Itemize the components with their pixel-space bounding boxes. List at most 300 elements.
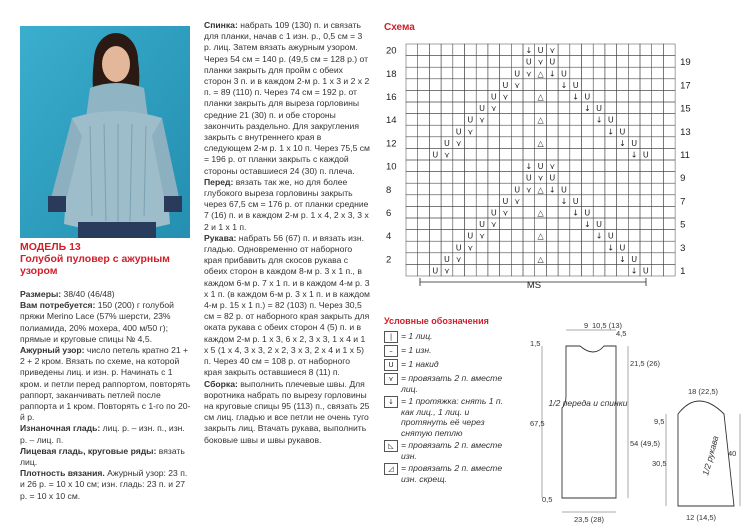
scheme-symbol: U (549, 57, 556, 67)
scheme-cell (570, 264, 582, 276)
scheme-row-number: 14 (386, 115, 397, 127)
scheme-cell (500, 137, 512, 149)
scheme-cell (652, 114, 664, 126)
body-label-text: 1/2 переда и спинки (548, 398, 628, 408)
scheme-cell (476, 67, 488, 79)
scheme-cell (500, 253, 512, 265)
scheme-symbol: △ (537, 69, 544, 79)
scheme-cell (593, 206, 605, 218)
legend-item (384, 345, 516, 357)
scheme-symbol: U (467, 115, 474, 125)
scheme-cell (605, 218, 617, 230)
scheme-cell (640, 183, 652, 195)
density-paragraph (20, 468, 192, 502)
scheme-cell (570, 160, 582, 172)
scheme-cell (476, 264, 488, 276)
dim-sleeve-len: 30,5 (652, 459, 667, 468)
scheme-symbol: ⋎ (537, 173, 544, 183)
scheme-cell (558, 137, 570, 149)
dim-sleeve-bottom: 12 (14,5) (686, 513, 717, 522)
dim-top-neck: 9 (584, 321, 589, 330)
scheme-row-number: 13 (680, 126, 691, 138)
scheme-symbol: U (490, 92, 497, 102)
scheme-row-number: 3 (680, 242, 686, 254)
scheme-cell (418, 79, 430, 91)
scheme-cell (488, 172, 500, 184)
scheme-cell (570, 241, 582, 253)
scheme-symbol: U (444, 254, 450, 264)
scheme-cell (465, 67, 477, 79)
scheme-cell (476, 172, 488, 184)
scheme-row-number: 2 (386, 254, 392, 266)
scheme-cell (488, 241, 500, 253)
scheme-cell (406, 264, 418, 276)
scheme-cell (406, 206, 418, 218)
scheme-cell (523, 241, 535, 253)
scheme-symbol: U (502, 80, 509, 90)
scheme-cell (465, 206, 477, 218)
scheme-cell (511, 148, 523, 160)
scheme-cell (617, 56, 629, 68)
dim-top-shoulder: 10,5 (13) (592, 321, 623, 330)
scheme-cell (640, 114, 652, 126)
legend-text: = 1 лиц. (401, 331, 433, 341)
scheme-cell (418, 160, 430, 172)
scheme-cell (558, 114, 570, 126)
scheme-cell (558, 56, 570, 68)
scheme-cell (652, 230, 664, 242)
back-paragraph (204, 20, 370, 177)
scheme-cell (628, 114, 640, 126)
scheme-symbol: ↓ (619, 254, 626, 264)
scheme-cell (406, 67, 418, 79)
scheme-cell (663, 160, 675, 172)
scheme-cell (488, 56, 500, 68)
scheme-cell (582, 195, 594, 207)
scheme-cell (605, 102, 617, 114)
scheme-cell (453, 102, 465, 114)
scheme-cell (546, 125, 558, 137)
scheme-row-number: 5 (680, 219, 686, 231)
scheme-title: Схема (384, 22, 415, 33)
scheme-cell (652, 206, 664, 218)
scheme-symbol: U (642, 150, 649, 160)
scheme-cell (453, 195, 465, 207)
scheme-symbol: ↓ (595, 231, 603, 241)
scheme-cell (570, 253, 582, 265)
density-label: Плотность вязания. (20, 468, 105, 479)
scheme-cell (465, 102, 477, 114)
scheme-cell (605, 172, 617, 184)
scheme-symbol: ⋎ (490, 220, 497, 230)
scheme-cell (500, 218, 512, 230)
scheme-cell (558, 172, 570, 184)
scheme-cell (640, 102, 652, 114)
stock-paragraph (20, 446, 192, 468)
scheme-cell (663, 206, 675, 218)
scheme-cell (523, 79, 535, 91)
scheme-cell (593, 79, 605, 91)
legend-text: = провязать 2 п. вместе изн. (401, 440, 503, 461)
scheme-symbol: △ (537, 92, 544, 102)
scheme-cell (441, 125, 453, 137)
scheme-cell (617, 114, 629, 126)
scheme-cell (429, 102, 441, 114)
scheme-symbol: ↓ (560, 196, 568, 206)
sizes-label: Размеры: (20, 289, 62, 299)
scheme-cell (617, 230, 629, 242)
scheme-cell (605, 183, 617, 195)
scheme-row-numbers-left (386, 46, 397, 266)
scheme-cell (652, 148, 664, 160)
scheme-cell (652, 160, 664, 172)
scheme-cell (593, 125, 605, 137)
scheme-cell (570, 67, 582, 79)
scheme-cell (488, 148, 500, 160)
scheme-cell (453, 206, 465, 218)
scheme-cell (640, 137, 652, 149)
scheme-cell (663, 56, 675, 68)
scheme-cell (418, 148, 430, 160)
scheme-cell (617, 183, 629, 195)
scheme-symbol: U (444, 138, 450, 148)
scheme-cell (652, 137, 664, 149)
scheme-cell (441, 183, 453, 195)
legend-symbol-icon: | (384, 331, 398, 343)
scheme-cell (465, 218, 477, 230)
scheme-row-number: 1 (680, 266, 686, 277)
scheme-cell (500, 183, 512, 195)
assembly-value: выполнить плечевые швы. Для воротника набрать по вырезу горловины на круговые спицы 95 (113) п., связать 25 см лиц. гладью и все петли не очень туго закрыть лиц. Втачать рукава, выполнить боковые швы и швы рукавов. (204, 378, 370, 445)
scheme-cell (511, 206, 523, 218)
scheme-cell (511, 90, 523, 102)
scheme-symbol: U (455, 127, 462, 137)
scheme-cell (406, 90, 418, 102)
scheme-cell (453, 160, 465, 172)
scheme-symbol: ⋎ (514, 80, 521, 90)
scheme-row-number: 7 (680, 196, 686, 208)
scheme-cell (663, 90, 675, 102)
scheme-symbol: ⋎ (514, 196, 521, 206)
scheme-cell (593, 253, 605, 265)
scheme-symbol: U (631, 254, 638, 264)
scheme-symbol: U (549, 173, 556, 183)
scheme-cell (546, 218, 558, 230)
legend (384, 316, 516, 486)
scheme-cell (441, 172, 453, 184)
scheme-symbol: ⋎ (455, 138, 462, 148)
scheme-cell (628, 206, 640, 218)
lace-paragraph (20, 345, 192, 423)
scheme-symbol: ⋎ (549, 46, 556, 56)
scheme-cell (488, 195, 500, 207)
scheme-symbol: △ (537, 138, 544, 148)
scheme-cell (511, 114, 523, 126)
scheme-cell (652, 56, 664, 68)
scheme-cell (488, 67, 500, 79)
scheme-cell (617, 160, 629, 172)
scheme-cell (640, 230, 652, 242)
scheme-cell (523, 230, 535, 242)
scheme-cell (652, 172, 664, 184)
body-dimension-lines (542, 330, 628, 512)
scheme-cell (652, 253, 664, 265)
scheme-cell (418, 90, 430, 102)
scheme-cell (593, 183, 605, 195)
scheme-cell (488, 264, 500, 276)
scheme-cell (429, 172, 441, 184)
scheme-cell (406, 253, 418, 265)
scheme-cell (593, 44, 605, 56)
stock-value: вязать лиц. (20, 445, 185, 468)
sleeve-label: Рукава: (204, 232, 237, 243)
scheme-cell (465, 44, 477, 56)
scheme-cell (652, 102, 664, 114)
legend-symbol-icon: ◿ (384, 463, 398, 475)
scheme-symbol: U (537, 162, 544, 172)
scheme-cell (663, 183, 675, 195)
scheme-symbol: ↓ (525, 46, 533, 56)
scheme-symbol: U (514, 69, 521, 79)
scheme-symbol: ↓ (607, 243, 615, 253)
scheme-cell (476, 79, 488, 91)
scheme-cell (429, 230, 441, 242)
model-photo (20, 26, 190, 238)
scheme-cell (558, 264, 570, 276)
scheme-cell (640, 218, 652, 230)
scheme-cell (523, 206, 535, 218)
scheme-cell (488, 125, 500, 137)
scheme-cell (663, 241, 675, 253)
scheme-cell (605, 264, 617, 276)
scheme-symbol: ⋎ (502, 208, 509, 218)
scheme-cell (558, 253, 570, 265)
scheme-symbol: ↓ (525, 162, 533, 172)
scheme-cell (406, 172, 418, 184)
scheme-symbol: U (572, 196, 579, 206)
scheme-cell (628, 230, 640, 242)
scheme-symbol: U (619, 243, 626, 253)
scheme-cell (605, 160, 617, 172)
scheme-cell (418, 137, 430, 149)
back-label: Спинка: (204, 20, 238, 30)
scheme-cell (535, 264, 547, 276)
scheme-symbol: U (572, 80, 579, 90)
scheme-cell (617, 79, 629, 91)
scheme-cell (511, 56, 523, 68)
scheme-cell (570, 183, 582, 195)
scheme-symbol: ⋎ (479, 115, 485, 125)
scheme-symbol: ⋎ (467, 243, 474, 253)
scheme-cell (546, 102, 558, 114)
scheme-cell (582, 125, 594, 137)
legend-symbol-icon: ◺ (384, 440, 398, 452)
needed-label: Вам потребуется: (20, 300, 96, 311)
scheme-cell (441, 90, 453, 102)
scheme-cell (500, 148, 512, 160)
scheme-cell (640, 125, 652, 137)
scheme-cell (663, 67, 675, 79)
scheme-cell (617, 67, 629, 79)
dim-width: 23,5 (28) (574, 515, 605, 524)
scheme-cell (441, 79, 453, 91)
back-value: набрать 109 (130) п. и связать для планки, начав с 1 изн. р., 0,5 см = 3 р. лиц. Затем вязать ажурным узором. Через 54 см = 140 р. (49,5 см = 128 р.) от планки закрыть для пройм с обеих сторон 3 п. и в каждом 2-м р. 1 х 3 и 2 х 2 п. = 89 (110) п. Через 74 см = 192 р. от планки закрыть для выреза горловины средние 21 (30) п. и обе стороны закончить раздельно. Для закругления закрыть с внутреннего края в следующем 2-м р. 1 х 10 п. Через 75,5 см = 196 р. от планки закрыть с каждой стороны оставшиеся 24 (30) п. плеча. (204, 20, 370, 176)
model-subtitle: Голубой пуловер с ажурным узором (20, 253, 170, 277)
scheme-cell (511, 160, 523, 172)
body-piece-outline (562, 346, 616, 498)
scheme-symbol: U (432, 266, 439, 276)
scheme-cell (617, 172, 629, 184)
scheme-cell (406, 137, 418, 149)
scheme-cell (628, 183, 640, 195)
legend-text: = 1 изн. (401, 345, 432, 355)
scheme-symbol: ⋎ (537, 57, 544, 67)
scheme-cell (500, 44, 512, 56)
scheme-cell (441, 195, 453, 207)
legend-items (384, 331, 516, 484)
scheme-cell (640, 253, 652, 265)
scheme-cell (570, 102, 582, 114)
scheme-cell (628, 79, 640, 91)
scheme-cell (663, 264, 675, 276)
scheme-symbol: ⋎ (444, 266, 450, 276)
scheme-cell (418, 206, 430, 218)
scheme-symbol: ⋎ (490, 104, 497, 114)
legend-item (384, 359, 516, 371)
scheme-symbol: U (584, 208, 591, 218)
pattern-drawings (528, 316, 748, 526)
scheme-cell (605, 56, 617, 68)
scheme-cell (523, 148, 535, 160)
dim-neck-drop: 1,5 (530, 339, 541, 348)
sizes-value: 38/40 (46/48) (63, 289, 115, 299)
scheme-cell (406, 114, 418, 126)
body-label (549, 398, 628, 408)
scheme-cell (429, 125, 441, 137)
scheme-symbol: U (514, 185, 521, 195)
sizes-paragraph (20, 289, 192, 300)
scheme-cell (429, 241, 441, 253)
scheme-cell (535, 148, 547, 160)
scheme-cell (652, 241, 664, 253)
scheme-cell (476, 56, 488, 68)
scheme-cell (500, 56, 512, 68)
scheme-cell (663, 137, 675, 149)
scheme-cell (453, 183, 465, 195)
scheme-cell (429, 79, 441, 91)
scheme-cell (453, 56, 465, 68)
scheme-cell (453, 114, 465, 126)
scheme-cell (593, 148, 605, 160)
lace-label: Ажурный узор: (20, 345, 85, 356)
scheme-cell (465, 148, 477, 160)
scheme-cell (605, 44, 617, 56)
purl-label: Изнаночная гладь: (20, 423, 101, 434)
scheme-cell (617, 264, 629, 276)
scheme-symbol: ↓ (630, 150, 638, 160)
scheme-cell (441, 56, 453, 68)
scheme-cell (558, 218, 570, 230)
scheme-cell (582, 183, 594, 195)
scheme-cell (617, 148, 629, 160)
scheme-cell (441, 114, 453, 126)
scheme-symbol: U (432, 150, 439, 160)
needed-value: 150 (200) г голубой пряжи Merino Lace (57% шерсти, 23% полиамида, 20% мохера, 400 м/50 г); прямые и круговые спицы № 4,5. (20, 300, 174, 344)
scheme-cell (663, 253, 675, 265)
legend-text: = 1 накид (401, 359, 439, 369)
scheme-cell (593, 172, 605, 184)
scheme-symbol: ⋎ (525, 69, 532, 79)
scheme-row-number: 11 (680, 150, 690, 161)
scheme-symbol: U (467, 231, 474, 241)
scheme-cell (500, 114, 512, 126)
scheme-cell (488, 79, 500, 91)
scheme-cell (605, 137, 617, 149)
scheme-cell (418, 44, 430, 56)
scheme-symbol: ↓ (619, 138, 626, 148)
scheme-symbol: U (607, 115, 614, 125)
purl-paragraph (20, 423, 192, 445)
scheme-cell (605, 253, 617, 265)
scheme-symbol: ⋎ (467, 127, 474, 137)
scheme-cell (640, 206, 652, 218)
scheme-cell (535, 195, 547, 207)
scheme-cell (640, 160, 652, 172)
scheme-cell (663, 102, 675, 114)
scheme-symbol: ⋎ (444, 150, 450, 160)
scheme-cell (453, 67, 465, 79)
scheme-cell (570, 218, 582, 230)
scheme-cell (441, 241, 453, 253)
scheme-cell (418, 241, 430, 253)
scheme-cell (523, 114, 535, 126)
scheme-cell (640, 56, 652, 68)
scheme-cell (476, 183, 488, 195)
scheme-cell (476, 241, 488, 253)
legend-item (384, 463, 516, 484)
scheme-symbol: ↓ (607, 127, 615, 137)
scheme-symbol: U (455, 243, 462, 253)
scheme-cell (570, 137, 582, 149)
scheme-cell (546, 114, 558, 126)
scheme-cell (593, 56, 605, 68)
scheme-cell (546, 241, 558, 253)
scheme-cell (663, 230, 675, 242)
scheme-cell (476, 137, 488, 149)
scheme-row-number: 20 (386, 45, 397, 57)
scheme-cell (640, 44, 652, 56)
scheme-cell (535, 125, 547, 137)
scheme-cell (488, 114, 500, 126)
scheme-row-number: 10 (386, 161, 397, 173)
scheme-cell (593, 264, 605, 276)
scheme-row-number: 19 (680, 57, 691, 69)
scheme-symbol: ↓ (548, 69, 556, 79)
scheme-cell (617, 44, 629, 56)
scheme-cell (582, 253, 594, 265)
scheme-cell (652, 183, 664, 195)
scheme-cell (663, 125, 675, 137)
scheme-grid (406, 44, 675, 276)
scheme-cell (582, 79, 594, 91)
scheme-cell (406, 79, 418, 91)
scheme-cell (488, 230, 500, 242)
scheme-cell (582, 67, 594, 79)
scheme-cell (418, 102, 430, 114)
scheme-row-number: 9 (680, 173, 686, 185)
scheme-cell (617, 90, 629, 102)
scheme-cell (476, 148, 488, 160)
